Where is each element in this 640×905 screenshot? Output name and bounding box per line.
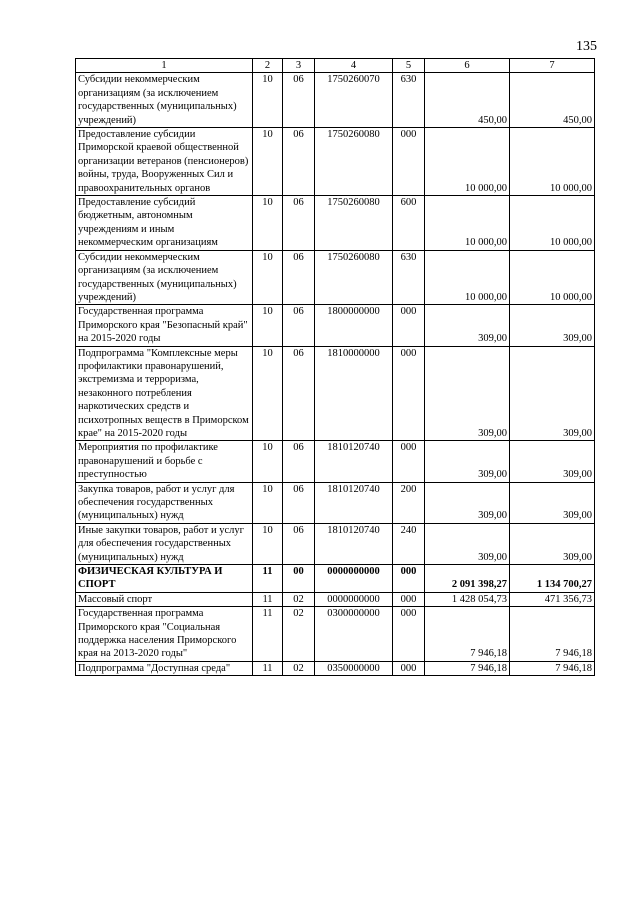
table-row — [76, 565, 595, 593]
subsection-code-cell: 02 — [283, 661, 315, 675]
table-row — [76, 346, 595, 441]
table-row — [76, 523, 595, 564]
section-code-cell: 10 — [253, 73, 283, 128]
target-article-cell: 1810120740 — [315, 482, 393, 523]
section-code-cell: 10 — [253, 128, 283, 196]
target-article-cell: 1810120740 — [315, 441, 393, 482]
subsection-code-cell: 06 — [283, 305, 315, 346]
subsection-code-cell: 06 — [283, 523, 315, 564]
amount-cell: 309,00 — [425, 482, 510, 523]
amount-cell: 10 000,00 — [510, 128, 595, 196]
subsection-code-cell: 06 — [283, 196, 315, 251]
section-code-cell: 11 — [253, 661, 283, 675]
section-code-cell: 10 — [253, 250, 283, 305]
expense-type-cell: 630 — [393, 73, 425, 128]
amount-cell: 309,00 — [510, 482, 595, 523]
subsection-code-cell: 00 — [283, 565, 315, 593]
column-header: 1 — [76, 59, 253, 73]
table-header-row — [76, 59, 595, 73]
amount-cell: 309,00 — [510, 305, 595, 346]
subsection-code-cell: 06 — [283, 346, 315, 441]
amount-cell: 309,00 — [510, 441, 595, 482]
expense-type-cell: 000 — [393, 128, 425, 196]
amount-cell: 7 946,18 — [510, 607, 595, 662]
column-header: 3 — [283, 59, 315, 73]
subsection-code-cell: 06 — [283, 73, 315, 128]
target-article-cell: 0300000000 — [315, 607, 393, 662]
column-header: 6 — [425, 59, 510, 73]
table-row — [76, 592, 595, 606]
amount-cell: 10 000,00 — [425, 196, 510, 251]
expense-type-cell: 000 — [393, 607, 425, 662]
amount-cell: 10 000,00 — [425, 250, 510, 305]
expense-type-cell: 630 — [393, 250, 425, 305]
item-name-cell: Субсидии некоммерческим организациям (за исключением государственных (муниципальных) учреждений) — [76, 250, 253, 305]
expense-type-cell: 000 — [393, 592, 425, 606]
section-code-cell: 10 — [253, 482, 283, 523]
subsection-code-cell: 02 — [283, 607, 315, 662]
amount-cell: 471 356,73 — [510, 592, 595, 606]
target-article-cell: 0350000000 — [315, 661, 393, 675]
item-name-cell: Субсидии некоммерческим организациям (за исключением государственных (муниципальных) учреждений) — [76, 73, 253, 128]
page-number: 135 — [576, 39, 597, 54]
target-article-cell: 1810000000 — [315, 346, 393, 441]
section-code-cell: 10 — [253, 196, 283, 251]
amount-cell: 10 000,00 — [510, 250, 595, 305]
item-name-cell: ФИЗИЧЕСКАЯ КУЛЬТУРА И СПОРТ — [76, 565, 253, 593]
expense-type-cell: 600 — [393, 196, 425, 251]
item-name-cell: Государственная программа Приморского края "Социальная поддержка населения Приморского края на 2013-2020 годы" — [76, 607, 253, 662]
subsection-code-cell: 02 — [283, 592, 315, 606]
item-name-cell: Предоставление субсидии Приморской краевой общественной организации ветеранов (пенсионеров) войны, труда, Вооруженных Сил и правоохранительных органов — [76, 128, 253, 196]
budget-table — [75, 58, 595, 676]
column-header: 4 — [315, 59, 393, 73]
amount-cell: 450,00 — [425, 73, 510, 128]
target-article-cell: 1750260070 — [315, 73, 393, 128]
amount-cell: 1 134 700,27 — [510, 565, 595, 593]
amount-cell: 309,00 — [425, 305, 510, 346]
item-name-cell: Подпрограмма "Комплексные меры профилактики правонарушений, экстремизма и терроризма, незаконного потребления наркотических средств и психотропных веществ в Приморском крае" на 2015-2020 годы — [76, 346, 253, 441]
expense-type-cell: 000 — [393, 305, 425, 346]
table-row — [76, 661, 595, 675]
target-article-cell: 0000000000 — [315, 565, 393, 593]
amount-cell: 309,00 — [425, 523, 510, 564]
amount-cell: 7 946,18 — [510, 661, 595, 675]
table-row — [76, 128, 595, 196]
expense-type-cell: 200 — [393, 482, 425, 523]
expense-type-cell: 000 — [393, 565, 425, 593]
subsection-code-cell: 06 — [283, 128, 315, 196]
target-article-cell: 1750260080 — [315, 250, 393, 305]
amount-cell: 7 946,18 — [425, 661, 510, 675]
section-code-cell: 11 — [253, 565, 283, 593]
table-row — [76, 196, 595, 251]
section-code-cell: 10 — [253, 346, 283, 441]
item-name-cell: Государственная программа Приморского края "Безопасный край" на 2015-2020 годы — [76, 305, 253, 346]
amount-cell: 7 946,18 — [425, 607, 510, 662]
table-row — [76, 305, 595, 346]
amount-cell: 1 428 054,73 — [425, 592, 510, 606]
item-name-cell: Предоставление субсидий бюджетным, автономным учреждениям и иным некоммерческим организациям — [76, 196, 253, 251]
expense-type-cell: 240 — [393, 523, 425, 564]
amount-cell: 309,00 — [425, 346, 510, 441]
amount-cell: 309,00 — [510, 346, 595, 441]
table-row — [76, 607, 595, 662]
item-name-cell: Закупка товаров, работ и услуг для обеспечения государственных (муниципальных) нужд — [76, 482, 253, 523]
section-code-cell: 10 — [253, 523, 283, 564]
subsection-code-cell: 06 — [283, 482, 315, 523]
column-header: 2 — [253, 59, 283, 73]
subsection-code-cell: 06 — [283, 250, 315, 305]
target-article-cell: 0000000000 — [315, 592, 393, 606]
section-code-cell: 11 — [253, 607, 283, 662]
item-name-cell: Иные закупки товаров, работ и услуг для обеспечения государственных (муниципальных) нужд — [76, 523, 253, 564]
target-article-cell: 1800000000 — [315, 305, 393, 346]
column-header: 7 — [510, 59, 595, 73]
amount-cell: 450,00 — [510, 73, 595, 128]
table-row — [76, 250, 595, 305]
amount-cell: 309,00 — [510, 523, 595, 564]
section-code-cell: 10 — [253, 305, 283, 346]
table-row — [76, 441, 595, 482]
section-code-cell: 11 — [253, 592, 283, 606]
amount-cell: 2 091 398,27 — [425, 565, 510, 593]
target-article-cell: 1750260080 — [315, 196, 393, 251]
expense-type-cell: 000 — [393, 661, 425, 675]
target-article-cell: 1810120740 — [315, 523, 393, 564]
item-name-cell: Мероприятия по профилактике правонарушений и борьбе с преступностью — [76, 441, 253, 482]
table-row — [76, 73, 595, 128]
subsection-code-cell: 06 — [283, 441, 315, 482]
amount-cell: 309,00 — [425, 441, 510, 482]
section-code-cell: 10 — [253, 441, 283, 482]
item-name-cell: Массовый спорт — [76, 592, 253, 606]
item-name-cell: Подпрограмма "Доступная среда" — [76, 661, 253, 675]
expense-type-cell: 000 — [393, 441, 425, 482]
expense-type-cell: 000 — [393, 346, 425, 441]
column-header: 5 — [393, 59, 425, 73]
amount-cell: 10 000,00 — [510, 196, 595, 251]
table-row — [76, 482, 595, 523]
amount-cell: 10 000,00 — [425, 128, 510, 196]
target-article-cell: 1750260080 — [315, 128, 393, 196]
